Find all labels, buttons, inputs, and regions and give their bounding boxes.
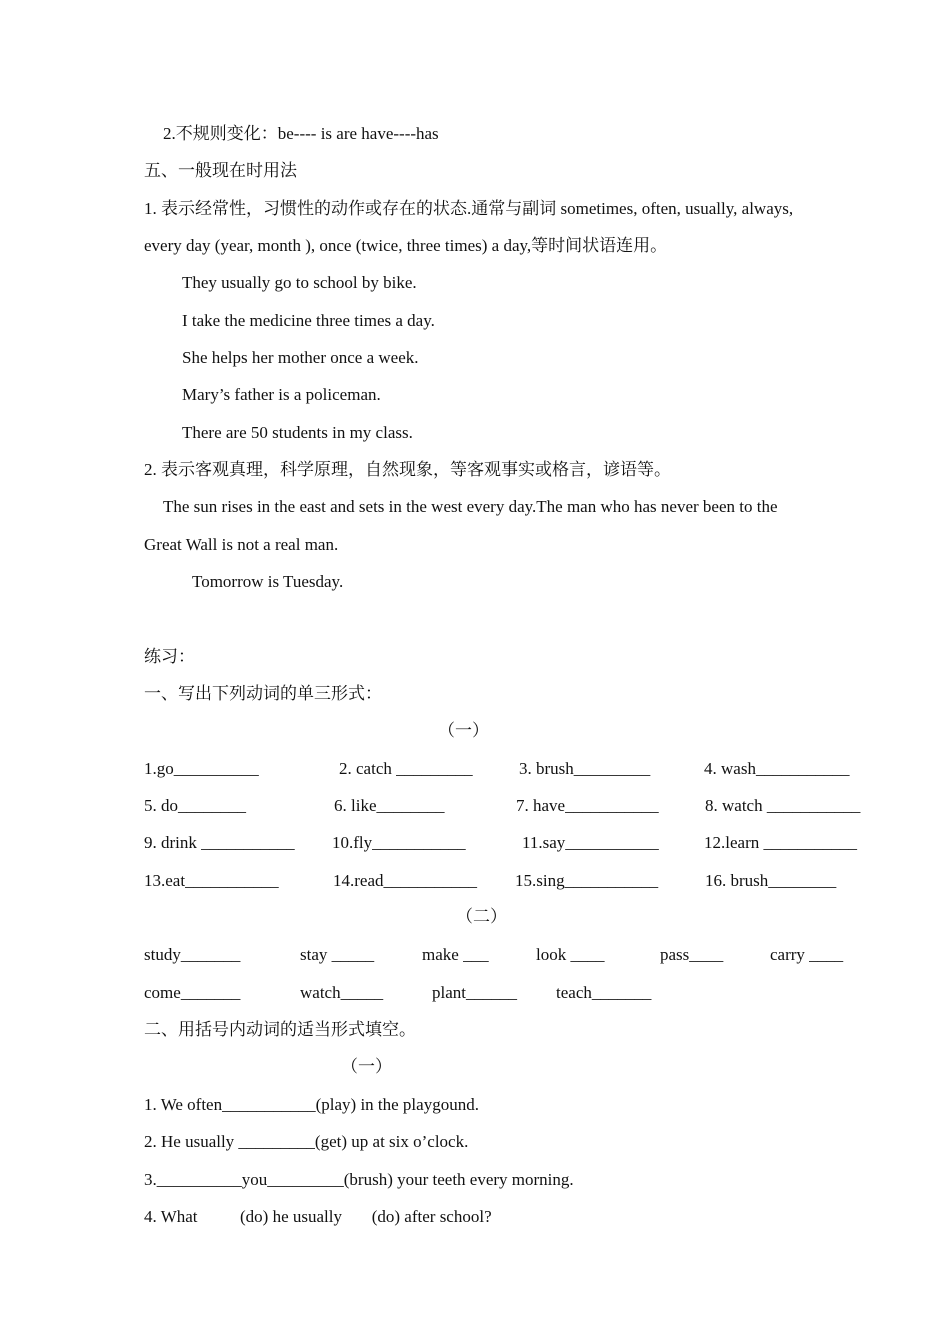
fill-in-sentence: 3.__________you_________(brush) your teeth every morning. [144,1170,574,1189]
verb-blank-item: 1.go__________ [144,759,259,778]
usage-two-title: 2. 表示客观真理，科学原理，自然现象，等客观事实或格言，谚语等。 [144,460,671,479]
verb-blank-item: 4. wash___________ [704,759,850,778]
word-blank-item: watch_____ [300,983,384,1002]
verb-blank-item: 10.fly___________ [332,833,466,852]
verb-blank-item: 15.sing___________ [515,871,659,890]
verb-blank-item: 12.learn ___________ [704,833,857,852]
example-sentence: They usually go to school by bike. [182,273,417,292]
verb-blank-item: 16. brush________ [705,871,837,890]
example-sentence: She helps her mother once a week. [182,348,419,367]
usage-one-line-1: 1. 表示经常性，习惯性的动作或存在的状态.通常与副词 sometimes, often, usually, always, [144,199,794,218]
exercise-one-title: 一、写出下列动词的单三形式： [144,684,382,703]
exercise-two-subheading-1: （一） [341,1057,392,1076]
exercise-one-subheading-1: （一） [438,721,489,740]
word-blank-item: study_______ [144,945,241,964]
verb-blank-item: 5. do________ [144,796,246,815]
exercise-one-subheading-2: （二） [456,907,507,926]
verb-blank-item: 14.read___________ [333,871,478,890]
usage-two-example-3: Tomorrow is Tuesday. [192,572,344,591]
section-five-title: 五、一般现在时用法 [144,161,297,180]
example-sentence: Mary’s father is a policeman. [182,385,381,404]
word-blank-item: come_______ [144,983,241,1002]
verb-blank-item: 8. watch ___________ [705,796,861,815]
fill-in-sentence: 1. We often___________(play) in the playgound. [144,1095,479,1114]
verb-blank-item: 2. catch _________ [339,759,473,778]
word-blank-item: teach_______ [556,983,652,1002]
word-blank-item: pass____ [660,945,724,964]
fill-in-sentence: 4. What (do) he usually (do) after school? [144,1207,492,1226]
word-blank-item: stay _____ [300,945,375,964]
usage-two-example-line-2: Great Wall is not a real man. [144,535,339,554]
verb-blank-item: 11.say___________ [522,833,659,852]
word-blank-item: plant______ [432,983,517,1002]
verb-blank-item: 13.eat___________ [144,871,279,890]
usage-one-line-2: every day (year, month ), once (twice, three times) a day,等时间状语连用。 [144,236,668,255]
verb-blank-item: 3. brush_________ [519,759,651,778]
verb-blank-item: 9. drink ___________ [144,833,295,852]
exercise-two-title: 二、用括号内动词的适当形式填空。 [144,1020,416,1039]
usage-two-example-line-1: The sun rises in the east and sets in the west every day.The man who has never been to the [163,497,778,516]
word-blank-item: carry ____ [770,945,844,964]
word-blank-item: look ____ [536,945,605,964]
practice-title: 练习： [144,647,195,666]
example-sentence: There are 50 students in my class. [182,423,413,442]
word-blank-item: make ___ [422,945,489,964]
example-sentence: I take the medicine three times a day. [182,311,435,330]
fill-in-sentence: 2. He usually _________(get) up at six o’clock. [144,1132,469,1151]
irregular-rule: 2.不规则变化：be---- is are have----has [163,124,439,143]
verb-blank-item: 7. have___________ [516,796,659,815]
verb-blank-item: 6. like________ [334,796,445,815]
